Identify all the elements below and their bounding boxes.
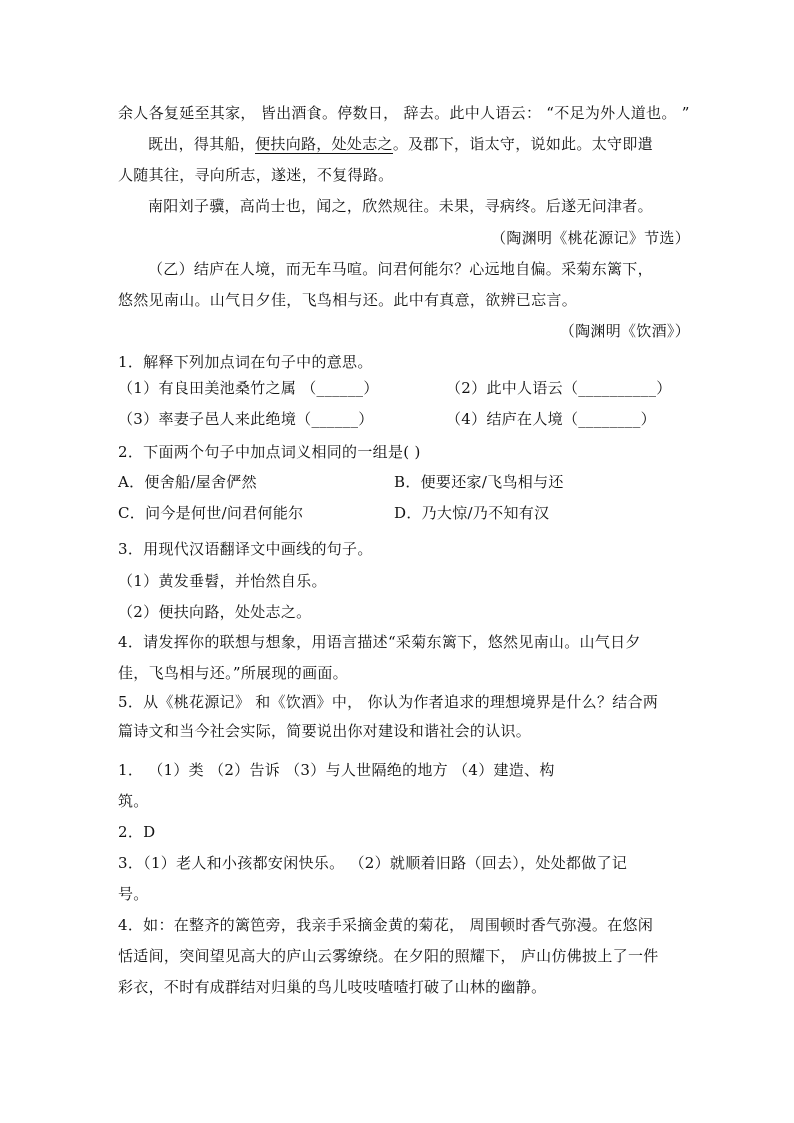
question-1-item-4: （4）结庐在人境（________） (446, 410, 656, 428)
question-5-line-1: 5．从《桃花源记》 和《饮酒》中， 你认为作者追求的理想境界是什么？结合两 (118, 693, 659, 711)
source-citation-b: （陶渊明《饮酒》） (559, 322, 690, 340)
answer-4-line-1: 4．如：在整齐的篱笆旁，我亲手采摘金黄的菊花， 周围顿时香气弥漫。在悠闲 (118, 916, 654, 934)
question-3: 3．用现代汉语翻译文中画线的句子。 (118, 540, 373, 558)
question-1-item-3: （3）率妻子邑人来此绝境（______） (118, 410, 374, 428)
question-1: 1．解释下列加点词在句子中的意思。 (118, 353, 373, 371)
question-5-line-2: 篇诗文和当今社会实际，简要说出你对建设和谐社会的认识。 (118, 722, 532, 740)
answer-2: 2．D (118, 823, 156, 841)
passage-line-6: 悠然见南山。山气日夕佳，飞鸟相与还。此中有真意，欲辨已忘言。 (118, 291, 578, 309)
passage-line-1: 余人各复延至其家， 皆出酒食。停数日， 辞去。此中人语云： “不足为外人道也。 ” (118, 104, 690, 122)
question-2-option-d: D．乃大惊/乃不知有汉 (394, 504, 550, 522)
question-1-item-1: （1）有良田美池桑竹之属 （______） (118, 379, 379, 397)
question-2-option-c: C．问今是何世/问君何能尔 (118, 504, 304, 522)
passage-line-2-start: 既出，得其船， (148, 135, 256, 153)
question-4-line-2: 佳，飞鸟相与还。”所展现的画面。 (118, 664, 348, 682)
answer-3-line-2: 号。 (118, 885, 149, 903)
question-3-item-1: （1）黄发垂髫，并怡然自乐。 (118, 572, 327, 590)
underlined-sentence: 便扶向路，处处志之 (255, 135, 393, 153)
question-4-line-1: 4．请发挥你的联想与想象，用语言描述“采菊东篱下，悠然见南山。山气日夕 (118, 633, 641, 651)
question-2-option-a: A．便舍船/屋舍俨然 (118, 473, 257, 491)
answer-3-line-1: 3．（1）老人和小孩都安闲快乐。 （2）就顺着旧路（回去），处处都做了记 (118, 854, 628, 872)
answer-1-line-1: 1． （1）类 （2）告诉 （3）与人世隔绝的地方 （4）建造、构 (118, 761, 555, 779)
question-1-item-2: （2）此中人语云（__________） (446, 379, 672, 397)
passage-line-2 (148, 134, 653, 154)
passage-line-4: 南阳刘子骥，高尚士也，闻之，欣然规往。未果，寻病终。后遂无问津者。 (148, 197, 653, 215)
answer-1-line-2: 筑。 (118, 792, 149, 810)
passage-line-2-end: 。及郡下，诣太守，说如此。太守即遣 (392, 135, 653, 153)
question-2-option-b: B．便要还家/飞鸟相与还 (394, 473, 564, 491)
passage-line-5: （乙）结庐在人境，而无车马喧。问君何能尔？心远地自偏。采菊东篱下， (148, 260, 653, 278)
question-2: 2．下面两个句子中加点词义相同的一组是( ) (118, 443, 421, 461)
answer-4-line-3: 彩衣，不时有成群结对归巢的鸟儿吱吱喳喳打破了山林的幽静。 (118, 978, 547, 996)
source-citation-a: （陶渊明《桃花源记》节选） (491, 229, 690, 247)
question-3-item-2: （2）便扶向路，处处志之。 (118, 603, 312, 621)
answer-4-line-2: 恬适间，突间望见高大的庐山云雾缭绕。在夕阳的照耀下， 庐山仿佛披上了一件 (118, 947, 659, 965)
passage-line-3: 人随其往，寻向所志，遂迷，不复得路。 (118, 166, 394, 184)
